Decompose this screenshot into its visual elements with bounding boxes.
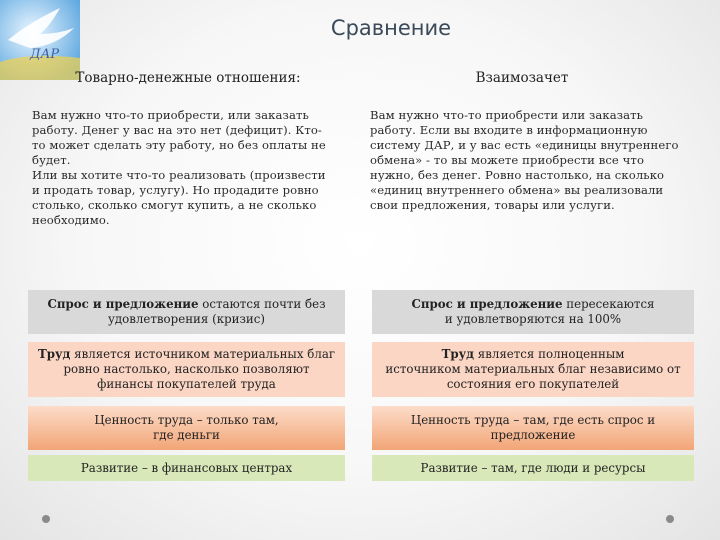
- cell-text: удовлетворения (кризис): [107, 312, 266, 326]
- text-line: Вам нужно что-то приобрести, или заказать: [32, 108, 309, 122]
- text-line: столько, сколько смогут купить, а не сколько: [32, 198, 317, 212]
- cell-bold: Труд: [37, 347, 71, 361]
- cell-text: Ценность труда – там, где есть спрос и: [410, 413, 656, 427]
- page-title: Сравнение: [330, 16, 452, 40]
- right-description: [370, 108, 692, 213]
- comparison-cell-supply-demand-right: [372, 290, 694, 334]
- cell-text: и удовлетворяются на 100%: [444, 312, 622, 326]
- decorative-dot: [666, 515, 674, 523]
- text-line: то может сделать эту работу, но без оплаты не: [32, 138, 326, 152]
- text-line: Вам нужно что-то приобрести или заказать: [370, 108, 644, 122]
- text-line: систему ДАР, и у вас есть «единицы внутреннего: [370, 138, 679, 152]
- text-line: нужно, без денег. Ровно настолько, на сколько: [370, 168, 665, 182]
- comparison-cell-labor-left: [28, 342, 345, 397]
- text-line: обмена» - то вы можете приобрести все что: [370, 153, 645, 167]
- cell-bold: Труд: [441, 347, 475, 361]
- comparison-cell-labor-value-left: [28, 406, 345, 450]
- right-column-heading: Взаимозачет: [475, 70, 569, 86]
- text-line: необходимо.: [32, 213, 110, 227]
- cell-text: является полноценным: [474, 347, 625, 361]
- cell-text: предложение: [490, 428, 576, 442]
- cell-text: финансы покупателей труда: [97, 377, 276, 391]
- text-line: и продать товар, услугу). Но продадите ровно: [32, 183, 319, 197]
- text-line: работу. Денег у вас на это нет (дефицит). Кто-: [32, 123, 322, 137]
- cell-text: пересекаются: [562, 297, 655, 311]
- comparison-cell-development-right: [372, 455, 694, 481]
- dar-logo: [0, 0, 80, 80]
- comparison-cell-labor-right: [372, 342, 694, 397]
- text-line: «единиц внутреннего обмена» вы реализовали: [370, 183, 664, 197]
- text-line: Или вы хотите что-то реализовать (произвести: [32, 168, 326, 182]
- decorative-dot: [42, 515, 50, 523]
- cell-bold: Спрос и предложение: [411, 297, 563, 311]
- text-line: свои предложения, товары или услуги.: [370, 198, 615, 212]
- left-column-heading: Товарно-денежные отношения:: [75, 70, 301, 86]
- cell-text: является источником материальных благ: [70, 347, 336, 361]
- cell-text: Развитие – там, где люди и ресурсы: [420, 460, 646, 475]
- cell-text: остаются почти без: [198, 297, 326, 311]
- logo-text: ДАР: [30, 47, 60, 62]
- cell-text: ровно настолько, насколько позволяют: [63, 362, 310, 376]
- left-description: [32, 108, 344, 228]
- comparison-cell-development-left: [28, 455, 345, 481]
- text-line: работу. Если вы входите в информационную: [370, 123, 648, 137]
- comparison-cell-supply-demand-left: [28, 290, 345, 334]
- cell-text: Ценность труда – только там,: [94, 413, 279, 427]
- comparison-cell-labor-value-right: [372, 406, 694, 450]
- cell-bold: Спрос и предложение: [47, 297, 199, 311]
- cell-text: где деньги: [153, 428, 220, 442]
- cell-text: источником материальных благ независимо от: [385, 362, 681, 376]
- cell-text: состояния его покупателей: [446, 377, 620, 391]
- text-line: будет.: [32, 153, 71, 167]
- cell-text: Развитие – в финансовых центрах: [80, 460, 293, 475]
